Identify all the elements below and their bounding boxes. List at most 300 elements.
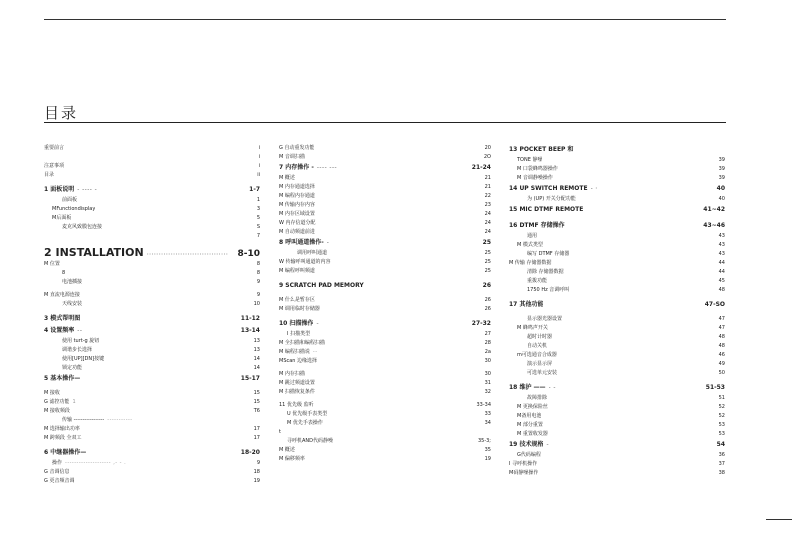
toc-entry[interactable]	[279, 296, 491, 305]
toc-page-number: 35	[484, 447, 491, 453]
toc-entry-title: M 音调静噪操作	[517, 175, 553, 181]
toc-entry-title: 2 INSTALLATION	[44, 246, 144, 259]
toc-page-number: 43	[718, 233, 725, 239]
toc-entry[interactable]	[509, 451, 725, 460]
toc-entry[interactable]	[279, 357, 491, 366]
toc-entry-title: 传输 -----------------	[62, 417, 105, 423]
toc-entry-title: 自动关机	[527, 343, 548, 349]
toc-entry-title: 7 内存操作 -	[279, 164, 314, 171]
toc-entry-title: 可选单元安装	[527, 370, 558, 376]
toc-entry-title: I 寻呼机操作	[509, 461, 538, 467]
toc-leader: -------------------- ,- - .	[65, 460, 127, 466]
toc-page-number: 25	[482, 239, 491, 246]
toc-entry-title: m可选通音合成器	[517, 352, 557, 358]
toc-page-number: T6	[253, 408, 260, 414]
toc-entry[interactable]	[509, 315, 725, 324]
toc-page-number: 45	[718, 278, 725, 284]
toc-entry[interactable]	[279, 144, 491, 153]
toc-entry[interactable]	[279, 330, 491, 339]
toc-entry-title: 使用 turt-g 旋钮	[62, 338, 100, 344]
toc-page-number: 10	[253, 301, 260, 307]
toc-entry[interactable]	[279, 258, 491, 267]
toc-entry-title: 注意事项	[44, 163, 65, 169]
toc-entry[interactable]	[509, 232, 725, 241]
toc-entry[interactable]	[279, 228, 491, 237]
toc-page-number: 23	[484, 202, 491, 208]
toc-entry[interactable]	[509, 241, 725, 250]
toc-entry-title: MScan 边缘选择	[279, 358, 318, 364]
toc-page-number: 14	[253, 356, 260, 362]
toc-entry[interactable]	[509, 369, 725, 378]
toc-page-number: 19	[484, 456, 491, 462]
toc-entry-title: U 优先级手表类型	[287, 411, 328, 417]
toc-page-number: 33-34	[476, 402, 491, 408]
toc-entry-title: 显示器光器设置	[527, 316, 563, 322]
toc-section[interactable]	[44, 447, 260, 459]
toc-entry-title: TONE 静噪	[517, 157, 543, 163]
toc-page-number: 11-12	[240, 315, 260, 322]
toc-entry[interactable]	[279, 379, 491, 388]
toc-entry[interactable]	[279, 210, 491, 219]
toc-entry-title: M 内存通道选择	[279, 184, 315, 190]
toc-entry-title: M 概述	[279, 175, 295, 181]
toc-entry[interactable]	[509, 394, 725, 403]
toc-page-number: 2a	[484, 349, 491, 355]
toc-entry-title: M 接收	[44, 390, 60, 396]
toc-entry-title: M 跳过频道设置	[279, 380, 315, 386]
toc-page-number: 8	[256, 261, 260, 267]
toc-entry-title: 1750 Hz 音调呼叫	[527, 287, 570, 293]
toc-entry[interactable]	[279, 410, 491, 419]
toc-entry[interactable]	[44, 260, 260, 269]
toc-page-number: 18	[253, 469, 260, 475]
toc-entry-title: 3 模式帮明图	[44, 315, 81, 322]
toc-entry-title: M 优先手表操作	[287, 420, 323, 426]
toc-page-number: 30	[484, 358, 491, 364]
toc-entry-title: 9 SCRATCH PAD MEMORY	[279, 282, 364, 289]
toc-entry[interactable]	[44, 398, 260, 407]
toc-page-number: 35-3;	[477, 438, 491, 444]
toc-entry[interactable]	[44, 153, 260, 162]
toc-column-left	[44, 144, 260, 486]
toc-entry-title: M 接收频段	[44, 408, 70, 414]
toc-entry-title: M 蜂鸣声开关	[517, 325, 548, 331]
toc-entry-title: 清除 存储器数据	[527, 269, 564, 275]
toc-entry[interactable]	[44, 389, 260, 398]
toc-entry-title: M 部分重置	[517, 422, 543, 428]
toc-page-number: 1-7	[249, 186, 260, 193]
toc-entry[interactable]	[279, 419, 491, 428]
toc-page-number: 52	[718, 404, 725, 410]
toc-entry[interactable]	[44, 364, 260, 373]
toc-entry[interactable]	[44, 162, 260, 171]
toc-entry-title: 6 中继器操作—	[44, 449, 87, 456]
toc-page-number: 37	[718, 461, 725, 467]
toc-page-number: 13-14	[240, 327, 260, 334]
toc-entry-title: 18 维护 ——	[509, 384, 546, 391]
toc-page-number: 19	[253, 478, 260, 484]
toc-entry[interactable]	[279, 201, 491, 210]
toc-entry[interactable]	[509, 342, 725, 351]
toc-page-number: 25	[484, 268, 491, 274]
toc-entry[interactable]	[279, 153, 491, 162]
toc-page-number: 27-32	[471, 320, 491, 327]
toc-page-number: 41~42	[703, 206, 725, 213]
toc-entry[interactable]	[44, 291, 260, 300]
toc-page-number: 8-10	[237, 249, 260, 259]
toc-entry-title: 15 MIC DTMF REMOTE	[509, 206, 584, 213]
toc-entry-title: 19 技术规格	[509, 441, 544, 448]
toc-entry-title: M 概述	[279, 447, 295, 453]
toc-page-number: 13	[253, 338, 260, 344]
toc-page-number: 27	[484, 331, 491, 337]
toc-entry[interactable]	[509, 195, 725, 204]
toc-entry[interactable]	[279, 267, 491, 276]
toc-column-right	[509, 144, 725, 478]
toc-entry[interactable]	[279, 437, 491, 446]
toc-entry[interactable]	[44, 278, 260, 287]
toc-entry[interactable]	[44, 468, 260, 477]
toc-entry[interactable]	[279, 401, 491, 410]
toc-entry[interactable]	[279, 446, 491, 455]
toc-page-number: 48	[718, 343, 725, 349]
toc-entry[interactable]	[279, 305, 491, 314]
toc-leader: - ---- -	[77, 187, 98, 193]
toc-entry-title: 4 设置频率	[44, 327, 75, 334]
toc-entry-title: 通用	[527, 233, 538, 239]
toc-entry[interactable]	[509, 156, 725, 165]
toc-entry-title: 1 面板说明	[44, 186, 75, 193]
toc-page-number: 9	[256, 460, 260, 466]
toc-page-number: 24	[484, 220, 491, 226]
toc-page-number: ii	[257, 172, 260, 178]
toc-entry[interactable]	[509, 421, 725, 430]
toc-entry[interactable]	[44, 144, 260, 153]
toc-page-number: 54	[716, 441, 725, 448]
toc-entry-title: 10 扫描操作	[279, 320, 314, 327]
toc-leader: --	[312, 349, 318, 355]
toc-entry-title: 操作	[52, 460, 63, 466]
toc-entry[interactable]	[279, 219, 491, 228]
toc-page-number: 51-53	[705, 384, 725, 391]
toc-page-number: 21	[484, 184, 491, 190]
toc-page-number: 30	[484, 371, 491, 377]
toc-entry-title: M 口袋蜂鸣器操作	[517, 166, 558, 172]
title-rule	[44, 122, 726, 123]
toc-page-number: 3	[256, 206, 260, 212]
toc-entry-title: 11 优先级 监听	[279, 402, 314, 408]
toc-section[interactable]	[44, 313, 260, 325]
toc-entry-title: 前面板	[62, 197, 78, 203]
toc-leader: 1	[72, 399, 77, 405]
toc-page-number: 53	[718, 422, 725, 428]
toc-entry-title: 使用[UP][DN]按键	[62, 356, 105, 362]
toc-page-number: 18-20	[240, 449, 260, 456]
toc-page-number: 33	[484, 411, 491, 417]
toc-entry-title: 重拨功能	[527, 278, 548, 284]
toc-entry[interactable]	[279, 388, 491, 397]
toc-entry-title: M备用电池	[517, 413, 542, 419]
toc-page-number: 25	[484, 250, 491, 256]
toc-entry-title: t	[279, 429, 281, 435]
toc-entry-title: M 内存区域设置	[279, 211, 315, 217]
toc-section[interactable]	[44, 325, 260, 337]
toc-entry[interactable]	[509, 174, 725, 183]
toc-entry[interactable]	[509, 268, 725, 277]
toc-page-number: 5	[256, 215, 260, 221]
toc-section[interactable]	[509, 183, 725, 195]
toc-page-number: 46	[718, 352, 725, 358]
toc-page-number: 24	[484, 229, 491, 235]
toc-entry-title: 为 (UP) 开关分配功能	[527, 196, 576, 202]
toc-page-number: 48	[718, 334, 725, 340]
toc-entry[interactable]	[509, 286, 725, 295]
toc-page-number: 39	[718, 175, 725, 181]
toc-section[interactable]	[509, 220, 725, 232]
toc-page-number: 39	[718, 157, 725, 163]
toc-entry[interactable]	[279, 174, 491, 183]
toc-entry-title: M 跨频段 全双工	[44, 435, 82, 441]
toc-entry-title: 调用呼叫通道	[297, 250, 328, 256]
toc-entry-title: 故障排除	[527, 395, 548, 401]
toc-entry[interactable]	[44, 223, 260, 232]
toc-page-number: 7	[256, 233, 260, 239]
toc-entry[interactable]	[44, 232, 260, 241]
toc-page-number: 26	[484, 297, 491, 303]
toc-entry-title: M 传输内存内容	[279, 202, 315, 208]
toc-entry-title: M 全扫描和编程扫描	[279, 340, 325, 346]
toc-section[interactable]	[279, 237, 491, 249]
toc-page-number: 24	[484, 211, 491, 217]
toc-entry-title: 14 UP SWITCH REMOTE	[509, 185, 588, 192]
toc-leader: ··································	[146, 252, 229, 258]
toc-leader: --	[77, 328, 83, 334]
toc-page-number: 40	[716, 185, 725, 192]
toc-entry[interactable]	[509, 403, 725, 412]
toc-entry-title: 17 其他功能	[509, 301, 544, 308]
toc-entry-title: 目录	[44, 172, 55, 178]
toc-entry[interactable]	[279, 348, 491, 357]
toc-page-number: 48	[718, 287, 725, 293]
page-title: 目录	[44, 104, 79, 122]
toc-section[interactable]	[44, 373, 260, 385]
toc-page-number: 15-17	[240, 375, 260, 382]
toc-page-number: S	[256, 224, 260, 230]
toc-entry-title: M 编程扫描说	[279, 349, 310, 355]
toc-entry-title: 超时计时器	[527, 334, 553, 340]
toc-entry-title: 寻呼机AND代码静噪	[287, 438, 334, 444]
toc-page-number: 20	[484, 145, 491, 151]
toc-entry-title: M 偏移频率	[279, 456, 305, 462]
toc-page-number: 52	[718, 413, 725, 419]
toc-section[interactable]	[509, 382, 725, 394]
toc-entry-title: 编写 DTMF 存储器	[527, 251, 570, 257]
toc-page-number: 26	[482, 282, 491, 289]
toc-page-number: 44	[718, 260, 725, 266]
toc-entry[interactable]	[509, 412, 725, 421]
toc-entry[interactable]	[509, 333, 725, 342]
toc-entry[interactable]	[279, 339, 491, 348]
toc-entry[interactable]	[509, 277, 725, 286]
toc-entry-title: M 编程内存通道	[279, 193, 315, 199]
toc-page-number: 43	[718, 242, 725, 248]
toc-page-number: 17	[253, 426, 260, 432]
toc-entry-title: 5 基本操作—	[44, 375, 81, 382]
toc-leader: -	[546, 442, 550, 448]
toc-entry[interactable]	[44, 196, 260, 205]
toc-entry-title: G 更音频音调	[44, 478, 75, 484]
toc-entry-title: 调谐步长选择	[62, 347, 93, 353]
toc-entry[interactable]	[44, 214, 260, 223]
toc-section[interactable]	[509, 439, 725, 451]
toc-entry-title: G 音调信息	[44, 469, 70, 475]
toc-page-number: 13	[253, 347, 260, 353]
toc-entry[interactable]	[509, 351, 725, 360]
toc-page-number: 22	[484, 193, 491, 199]
toc-entry-title: 演示显示屏	[527, 361, 553, 367]
toc-entry-title: G 滤控功能	[44, 399, 70, 405]
toc-entry-title: M码静噪操作	[509, 470, 539, 476]
toc-entry-title: 天线安装	[62, 301, 83, 307]
toc-entry[interactable]	[509, 259, 725, 268]
toc-entry-title: M后面板	[52, 215, 72, 221]
toc-entry[interactable]	[44, 477, 260, 486]
toc-page-number: 43	[718, 251, 725, 257]
toc-page-number: 47	[718, 316, 725, 322]
toc-entry[interactable]	[279, 183, 491, 192]
toc-entry[interactable]	[509, 360, 725, 369]
toc-entry[interactable]	[44, 337, 260, 346]
toc-page-number: i	[258, 163, 260, 169]
toc-entry[interactable]	[279, 192, 491, 201]
toc-page-number: 34	[484, 420, 491, 426]
toc-entry-title: MFunctiondisplay	[52, 206, 96, 212]
toc-entry-title: 麦克风致膜包连接	[62, 224, 103, 230]
toc-entry[interactable]	[509, 324, 725, 333]
toc-entry[interactable]	[44, 171, 260, 180]
toc-page-number: 21	[484, 175, 491, 181]
toc-entry-title: M 调用临时存储器	[279, 306, 320, 312]
toc-entry-title: M 内存扫描	[279, 371, 305, 377]
toc-entry[interactable]	[44, 269, 260, 278]
toc-entry[interactable]	[279, 370, 491, 379]
toc-section[interactable]	[509, 299, 725, 311]
toc-page-number: 49	[718, 361, 725, 367]
toc-section[interactable]	[44, 245, 260, 260]
toc-entry-title: M 自动频道前进	[279, 229, 315, 235]
toc-page-number: 14	[253, 365, 260, 371]
toc-page-number: 44	[718, 269, 725, 275]
toc-page-number: 17	[253, 435, 260, 441]
toc-leader: - ·	[590, 186, 598, 192]
toc-page-number: 9	[256, 279, 260, 285]
toc-entry-title: M 更换保险丝	[517, 404, 548, 410]
toc-column-middle	[279, 144, 491, 464]
toc-entry[interactable]	[44, 416, 260, 425]
toc-entry-title: M 重置收发器	[517, 431, 548, 437]
toc-entry[interactable]	[44, 355, 260, 364]
toc-leader: -	[316, 321, 320, 327]
corner-rule	[766, 519, 792, 520]
toc-page-number: 50	[718, 370, 725, 376]
toc-entry[interactable]	[509, 250, 725, 259]
toc-entry[interactable]	[509, 430, 725, 439]
toc-page-number: 2O	[483, 154, 491, 160]
toc-leader: ---- ---	[316, 165, 338, 171]
toc-leader: - -	[548, 385, 556, 391]
toc-section[interactable]	[44, 184, 260, 196]
toc-page-number: 15	[253, 399, 260, 405]
toc-section[interactable]	[279, 318, 491, 330]
toc-entry[interactable]	[279, 455, 491, 464]
toc-entry-title: W 传输呼叫通道的内容	[279, 259, 331, 265]
toc-entry-title: M 编程呼叫频道	[279, 268, 315, 274]
toc-entry-title: 13 POCKET BEEP 和	[509, 146, 574, 153]
toc-section[interactable]	[279, 280, 491, 292]
toc-page-number: 38	[718, 470, 725, 476]
toc-page-number: 36	[718, 452, 725, 458]
toc-entry[interactable]	[44, 407, 260, 416]
toc-entry-title: 8 呼叫通道操作-	[279, 239, 324, 246]
toc-entry[interactable]	[279, 249, 491, 258]
toc-section[interactable]	[279, 162, 491, 174]
toc-entry[interactable]	[509, 165, 725, 174]
toc-page-number: 47	[718, 325, 725, 331]
toc-page-number: 9	[256, 292, 260, 298]
toc-entry[interactable]	[509, 460, 725, 469]
toc-page-number: 51	[718, 395, 725, 401]
toc-entry[interactable]	[44, 425, 260, 434]
toc-entry-title: 锁定功能	[62, 365, 83, 371]
toc-entry-title: M 传输 存储器数据	[509, 260, 552, 266]
toc-page-number: 32	[484, 389, 491, 395]
toc-entry-title: M 什么是暂存区	[279, 297, 315, 303]
toc-entry-title: G 自动重发功能	[279, 145, 315, 151]
toc-entry-title: 电池插接	[62, 279, 83, 285]
top-rule	[44, 19, 726, 20]
toc-page-number: 26	[484, 306, 491, 312]
toc-leader: -	[326, 240, 330, 246]
toc-entry[interactable]	[279, 428, 491, 437]
toc-entry[interactable]	[509, 469, 725, 478]
toc-entry-title: M 音调扫描	[279, 154, 305, 160]
toc-section[interactable]	[509, 144, 725, 156]
toc-entry-title: 16 DTMF 存储操作	[509, 222, 565, 229]
toc-section[interactable]	[509, 204, 725, 216]
toc-entry[interactable]	[44, 346, 260, 355]
toc-page-number: 53	[718, 431, 725, 437]
toc-page-number: 43~46	[703, 222, 725, 229]
toc-entry-title: M 位置	[44, 261, 60, 267]
toc-entry[interactable]	[44, 300, 260, 309]
toc-entry[interactable]	[44, 459, 260, 468]
toc-page-number: 31	[484, 380, 491, 386]
toc-page-number: i	[258, 154, 260, 160]
toc-entry-title: M 直流电源连接	[44, 292, 80, 298]
toc-entry-title: 重要前言	[44, 145, 65, 151]
toc-entry-title: W 内存信道分配	[279, 220, 316, 226]
toc-entry-title: M 模式类型	[517, 242, 543, 248]
toc-leader: -----------	[107, 417, 133, 423]
toc-page-number: 1	[256, 197, 260, 203]
toc-page-number: 25	[484, 259, 491, 265]
toc-entry-title: G代码编程	[517, 452, 541, 458]
toc-entry[interactable]	[44, 205, 260, 214]
toc-entry[interactable]	[44, 434, 260, 443]
toc-page-number: i	[258, 145, 260, 151]
toc-page-number: 39	[718, 166, 725, 172]
toc-page-number: 21-24	[471, 164, 491, 171]
